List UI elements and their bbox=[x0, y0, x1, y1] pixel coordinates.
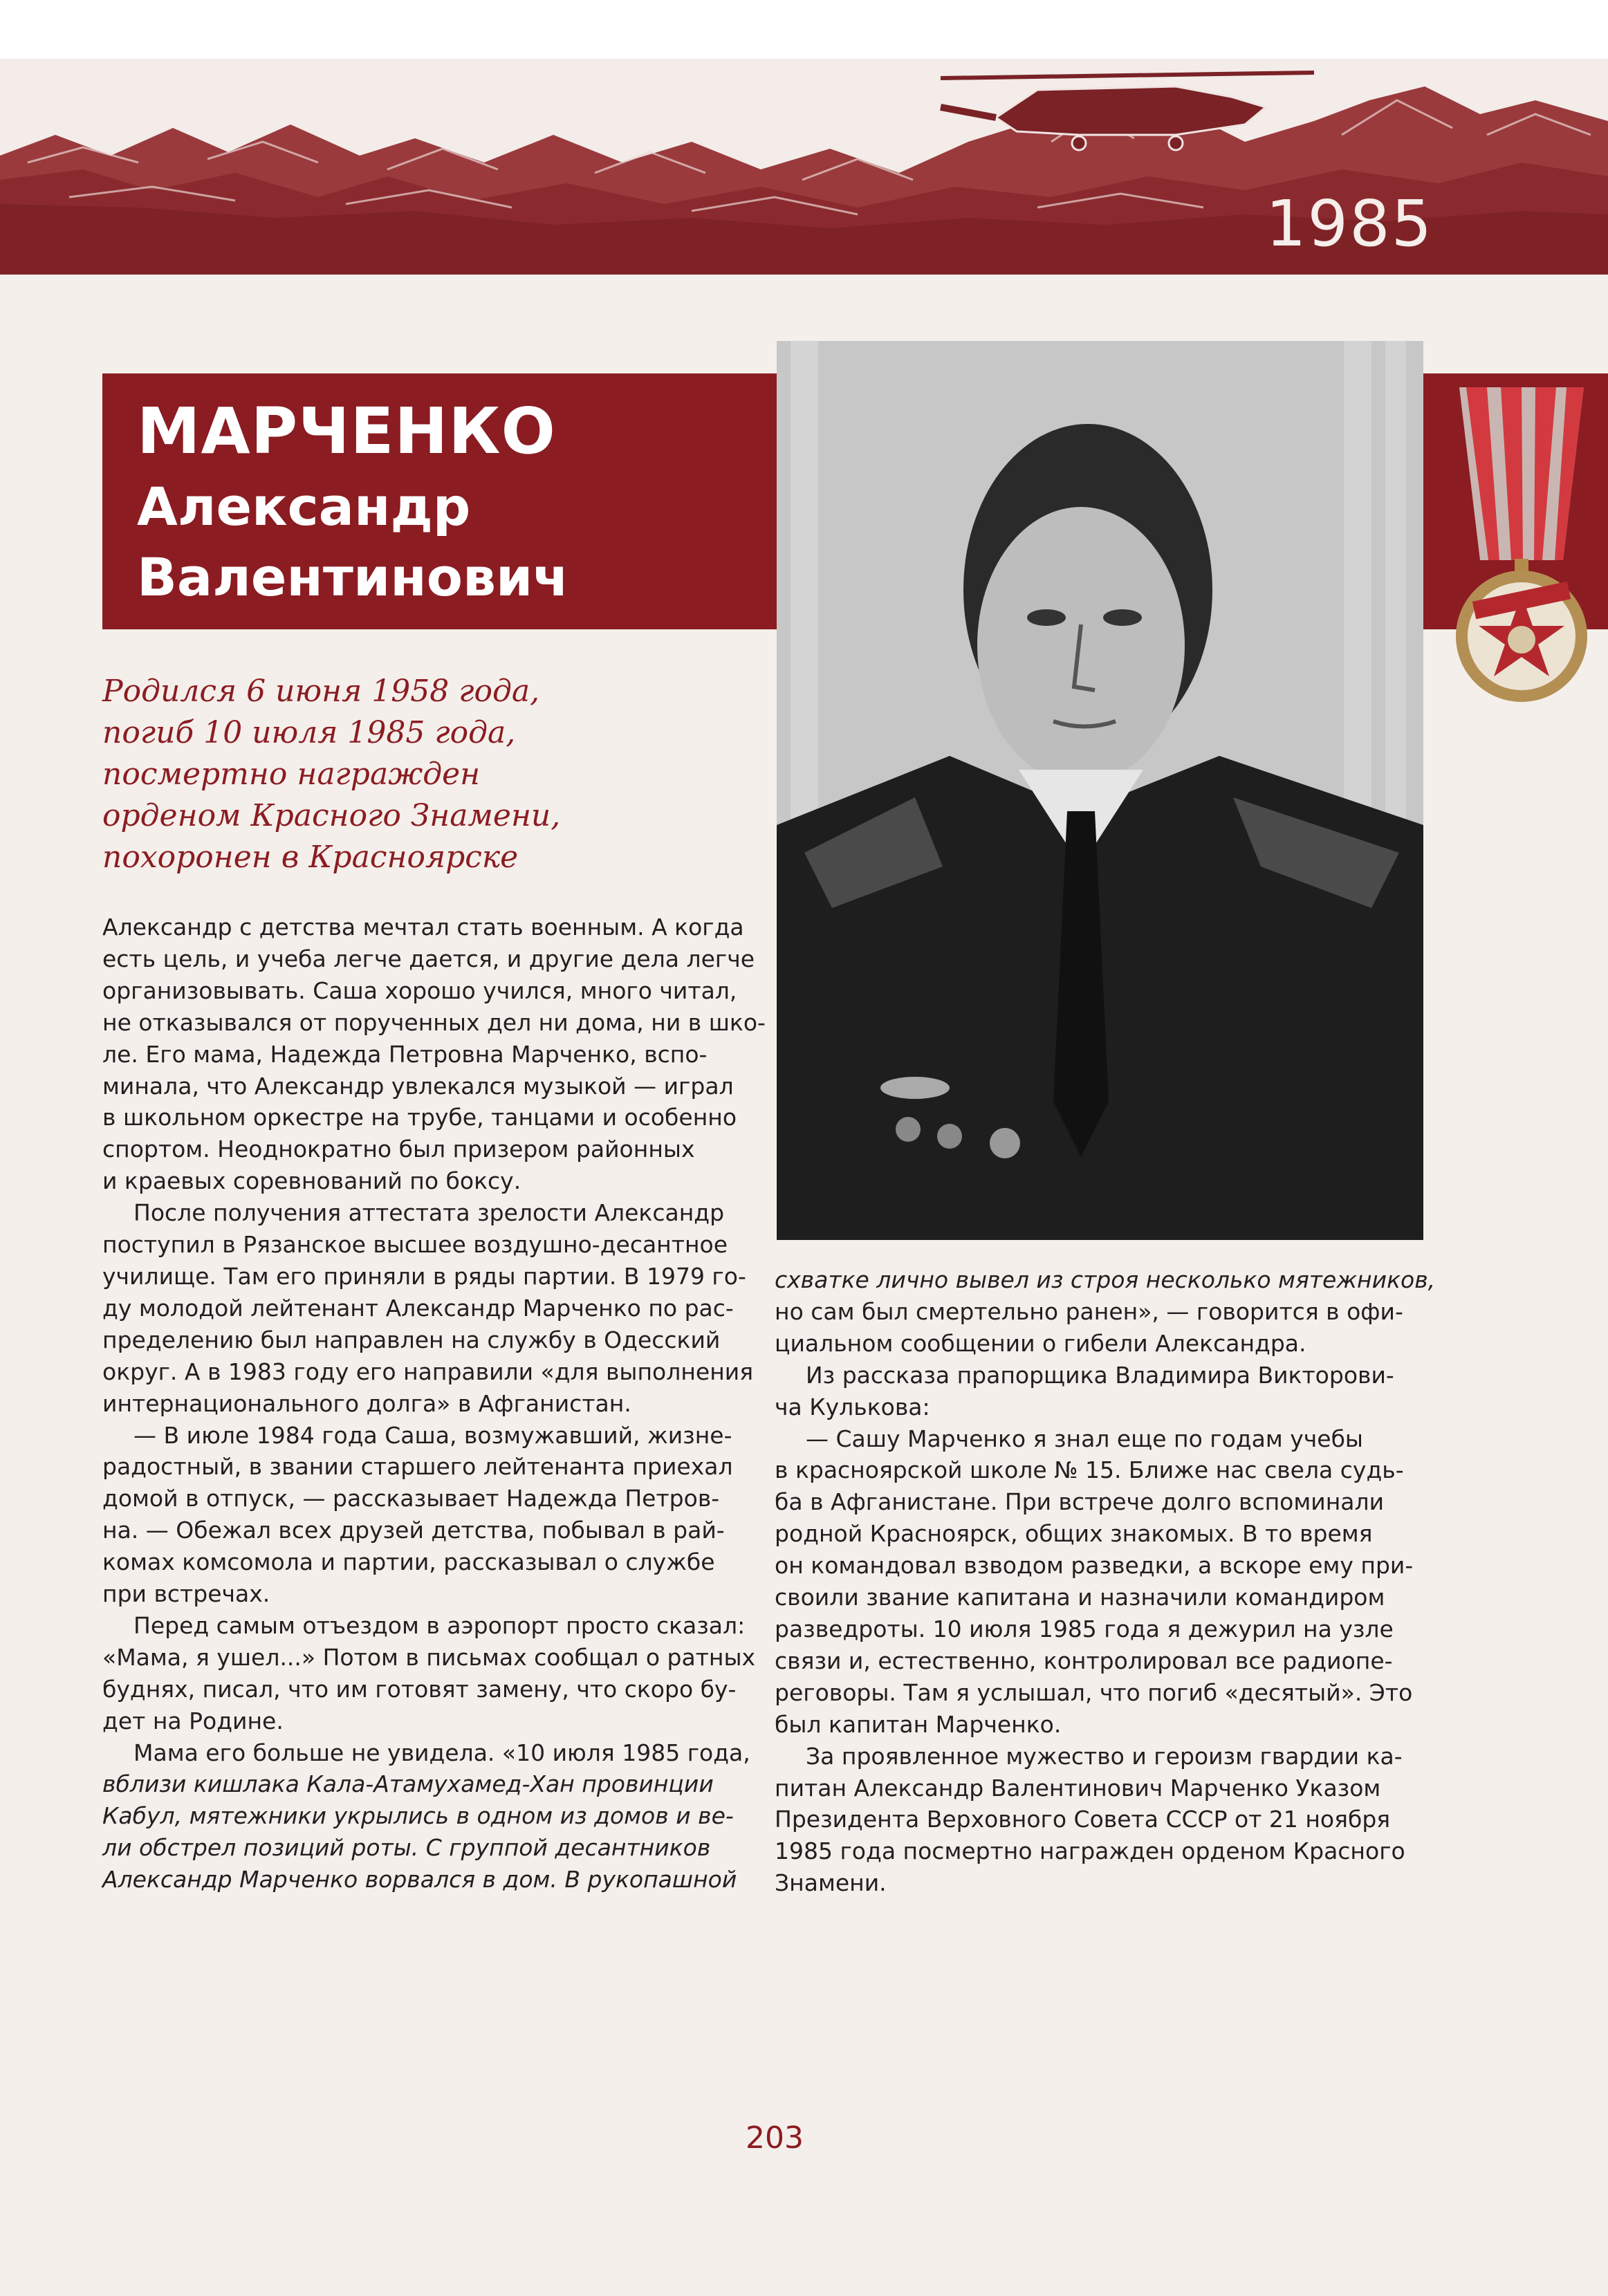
text-line: циальном сообщении о гибели Александра. bbox=[775, 1329, 1306, 1357]
text-line: пределению был направлен на службу в Одесский bbox=[102, 1326, 721, 1353]
text-line: Знамени. bbox=[775, 1869, 887, 1897]
text-line: реговоры. Там я услышал, что погиб «десятый». Это bbox=[775, 1678, 1413, 1706]
text-line: схватке лично вывел из строя несколько мятежников, bbox=[775, 1266, 1436, 1293]
summary-line: похоронен в Красноярске bbox=[102, 840, 519, 875]
text-line: Кабул, мятежники укрылись в одном из домов и ве- bbox=[102, 1802, 734, 1830]
portrait-photo bbox=[777, 341, 1423, 1240]
summary-line: посмертно награжден bbox=[102, 757, 481, 792]
text-line: в красноярской школе № 15. Ближе нас свела судь- bbox=[775, 1456, 1404, 1484]
text-line: и краевых соревнований по боксу. bbox=[102, 1167, 521, 1195]
text-line: После получения аттестата зрелости Александр bbox=[133, 1199, 725, 1227]
text-line: организовывать. Саша хорошо учился, много читал, bbox=[102, 976, 737, 1004]
text-line: интернационального долга» в Афганистан. bbox=[102, 1389, 631, 1417]
first-name: Александр bbox=[137, 476, 471, 537]
text-line: своили звание капитана и назначили командиром bbox=[775, 1584, 1385, 1611]
page-number: 203 bbox=[746, 2120, 804, 2156]
text-line: За проявленное мужество и героизм гвардии ка- bbox=[806, 1742, 1403, 1770]
order-red-banner-icon bbox=[1445, 387, 1598, 719]
summary-line: Родился 6 июня 1958 года, bbox=[102, 674, 540, 709]
bio-summary bbox=[102, 671, 766, 878]
text-line: дет на Родине. bbox=[102, 1707, 284, 1734]
text-line: на. — Обежал всех друзей детства, побывал в рай- bbox=[102, 1517, 725, 1544]
text-line: разведроты. 10 июля 1985 года я дежурил на узле bbox=[775, 1615, 1394, 1642]
text-line: ле. Его мама, Надежда Петровна Марченко, вспо- bbox=[102, 1040, 708, 1068]
text-line: был капитан Марченко. bbox=[775, 1710, 1062, 1738]
text-line: округ. А в 1983 году его направили «для выполнения bbox=[102, 1358, 754, 1385]
text-line: в школьном оркестре на трубе, танцами и особенно bbox=[102, 1104, 737, 1131]
surname: МАРЧЕНКО bbox=[137, 394, 556, 468]
text-line: питан Александр Валентинович Марченко Указом bbox=[775, 1774, 1381, 1802]
text-line: Президента Верховного Совета СССР от 21 ноября bbox=[775, 1806, 1391, 1833]
summary-line: орденом Красного Знамени, bbox=[102, 798, 561, 833]
text-line: минала, что Александр увлекался музыкой — играл bbox=[102, 1072, 734, 1100]
text-line: радостный, в звании старшего лейтенанта приехал bbox=[102, 1453, 733, 1481]
text-line: не отказывался от порученных дел ни дома, ни в шко- bbox=[102, 1008, 766, 1036]
text-line: домой в отпуск, — рассказывает Надежда Петров- bbox=[102, 1485, 720, 1512]
text-line: Мама его больше не увидела. «10 июля 1985 года, bbox=[133, 1739, 750, 1766]
year-label: 1985 bbox=[1266, 187, 1434, 261]
text-line: спортом. Неоднократно был призером районных bbox=[102, 1136, 695, 1163]
text-line: училище. Там его приняли в ряды партии. В 1979 го- bbox=[102, 1262, 746, 1290]
page-top-margin bbox=[0, 0, 1608, 59]
text-line: поступил в Рязанское высшее воздушно-десантное bbox=[102, 1231, 728, 1259]
text-line: есть цель, и учеба легче дается, и другие дела легче bbox=[102, 945, 755, 972]
text-line: Из рассказа прапорщика Владимира Викторови- bbox=[806, 1361, 1394, 1389]
text-line: вблизи кишлака Кала-Атамухамед-Хан провинции bbox=[102, 1770, 714, 1798]
text-line: ду молодой лейтенант Александр Марченко по рас- bbox=[102, 1294, 734, 1322]
text-line: связи и, естественно, контролировал все радиопе- bbox=[775, 1647, 1393, 1674]
text-line: 1985 года посмертно награжден орденом Красного bbox=[775, 1837, 1405, 1865]
text-line: родной Красноярск, общих знакомых. В то время bbox=[775, 1520, 1373, 1548]
text-line: ба в Афганистане. При встрече долго вспоминали bbox=[775, 1488, 1385, 1516]
text-line: при встречах. bbox=[102, 1580, 270, 1608]
patronymic: Валентинович bbox=[137, 546, 569, 608]
article-column-left bbox=[102, 911, 766, 1896]
summary-line: погиб 10 июля 1985 года, bbox=[102, 715, 516, 750]
text-line: Александр Марченко ворвался в дом. В рукопашной bbox=[102, 1866, 737, 1894]
text-line: — Сашу Марченко я знал еще по годам учебы bbox=[806, 1425, 1363, 1452]
text-line: — В июле 1984 года Саша, возмужавший, жизне- bbox=[133, 1421, 732, 1449]
name-header bbox=[102, 373, 777, 629]
text-line: «Мама, я ушел...» Потом в письмах сообщал о ратных bbox=[102, 1643, 756, 1671]
text-line: Перед самым отъездом в аэропорт просто сказал: bbox=[133, 1611, 746, 1639]
text-line: он командовал взводом разведки, а вскоре ему при- bbox=[775, 1552, 1414, 1580]
text-line: Александр с детства мечтал стать военным. А когда bbox=[102, 914, 744, 941]
text-line: ли обстрел позиций роты. С группой десантников bbox=[102, 1834, 711, 1862]
text-line: комах комсомола и партии, рассказывал о службе bbox=[102, 1548, 715, 1576]
article-column-right bbox=[775, 1264, 1436, 1899]
text-line: ча Кулькова: bbox=[775, 1393, 930, 1420]
text-line: буднях, писал, что им готовят замену, что скоро бу- bbox=[102, 1675, 737, 1703]
text-line: но сам был смертельно ранен», — говорится в офи- bbox=[775, 1297, 1403, 1325]
